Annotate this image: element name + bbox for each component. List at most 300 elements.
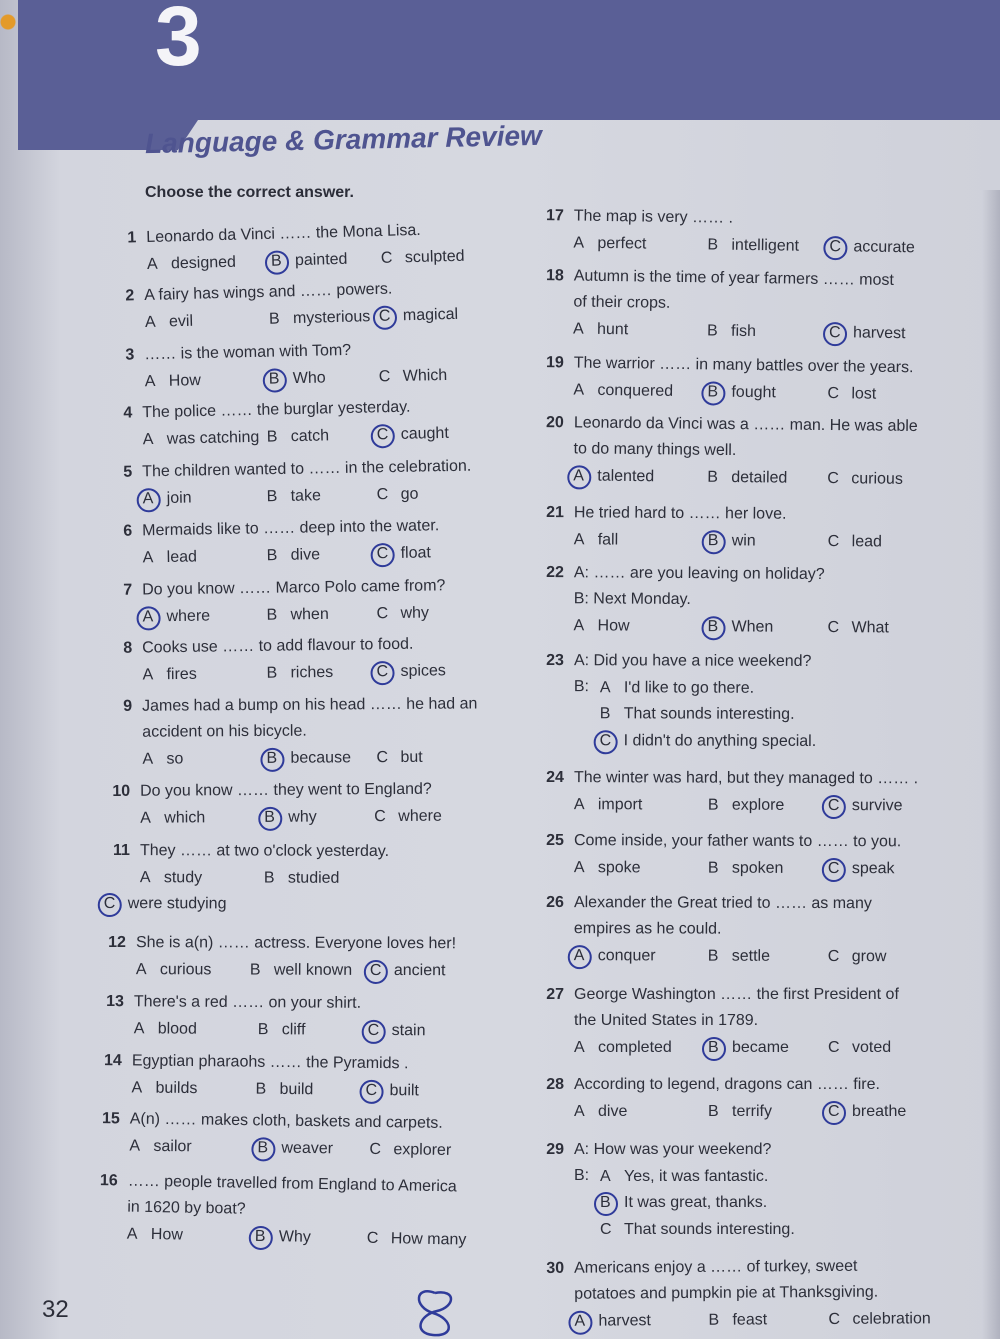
question-text: Alexander the Great tried to …… as many: [573, 894, 872, 913]
option-text: evil: [168, 312, 194, 330]
answer-option-c[interactable]: [376, 658, 446, 685]
answer-option-a[interactable]: [136, 957, 212, 983]
option-letter: B: [269, 366, 294, 392]
instructions: Choose the correct answer.: [145, 184, 354, 201]
answer-option-a[interactable]: [573, 463, 654, 490]
question-text: Do you know …… they went to England?: [140, 780, 432, 800]
question-text: Cooks use …… to add flavour to food.: [142, 635, 414, 657]
answer-option-b[interactable]: [266, 745, 351, 772]
answer-option-c[interactable]: [828, 856, 895, 882]
question-number: 11: [113, 842, 130, 860]
option-text: study: [163, 868, 203, 886]
option-letter: A: [144, 313, 156, 331]
answer-option-c[interactable]: [374, 803, 442, 829]
question-text: Mermaids like to …… deep into the water.: [142, 517, 440, 540]
option-letter: B: [707, 796, 719, 814]
question-text: They …… at two o'clock yesterday.: [139, 842, 390, 860]
option-letter: A: [573, 530, 585, 548]
option-letter: A: [146, 255, 158, 273]
option-text: How: [597, 617, 630, 635]
option-text: intelligent: [731, 236, 800, 255]
answer-option-c[interactable]: [827, 615, 889, 641]
option-letter: C: [376, 485, 389, 503]
option-text: Which: [402, 366, 448, 385]
option-text: fought: [731, 383, 777, 401]
answer-option-a[interactable]: [600, 675, 754, 702]
answer-option-c[interactable]: [381, 243, 465, 271]
answer-option-a[interactable]: [573, 230, 646, 257]
question-number: 6: [123, 522, 133, 540]
question-number: 28: [546, 1076, 564, 1093]
question-12: [100, 930, 500, 979]
answer-option-b[interactable]: [707, 232, 799, 259]
option-text: Why: [278, 1228, 311, 1246]
answer-option-a[interactable]: [145, 308, 194, 335]
option-text: How: [168, 371, 201, 390]
question-number: 18: [545, 267, 564, 285]
question-number: 5: [123, 463, 133, 481]
option-text: studied: [287, 869, 340, 887]
question-number: 4: [123, 404, 133, 422]
option-text: breathe: [852, 1102, 907, 1120]
option-text: win: [731, 531, 756, 550]
answer-option-c[interactable]: [829, 320, 906, 347]
option-letter: C: [827, 948, 840, 966]
answer-option-a[interactable]: [142, 485, 191, 512]
answer-option-a[interactable]: [573, 316, 628, 343]
option-text: built: [389, 1081, 420, 1099]
question-number: 17: [545, 207, 564, 225]
option-text: go: [400, 485, 419, 503]
option-text: because: [290, 749, 352, 767]
answer-option-a[interactable]: [143, 424, 260, 452]
question-text: A fairy has wings and …… powers.: [144, 280, 393, 305]
question-number: 7: [123, 581, 133, 599]
question-number: 25: [546, 832, 564, 850]
option-letter: B: [264, 804, 288, 830]
option-text: blood: [157, 1019, 197, 1038]
option-text: terrify: [732, 1102, 772, 1120]
answer-option-a[interactable]: [142, 746, 183, 772]
answer-option-c[interactable]: [365, 1077, 419, 1104]
option-letter: C: [828, 1039, 840, 1056]
option-text: where: [398, 807, 442, 825]
answer-option-a[interactable]: [129, 1133, 192, 1160]
option-letter: B: [257, 1135, 281, 1161]
answer-option-b[interactable]: [708, 1307, 767, 1333]
option-text: caught: [400, 424, 449, 443]
answer-option-a[interactable]: [574, 1035, 672, 1061]
question-number: 3: [125, 346, 135, 364]
option-text: feast: [732, 1311, 768, 1329]
answer-option-c[interactable]: [827, 466, 903, 493]
option-letter: C: [374, 807, 386, 825]
option-text: voted: [852, 1039, 892, 1056]
answer-option-c[interactable]: [828, 1306, 930, 1333]
question-text: A: Did you have a nice weekend?: [573, 652, 812, 670]
answer-option-c[interactable]: [828, 793, 903, 819]
answer-option-b[interactable]: [708, 792, 785, 818]
option-letter: A: [573, 233, 585, 252]
question-number: 2: [125, 287, 135, 305]
option-letter: B: [255, 1224, 279, 1250]
option-text: mysterious: [292, 307, 371, 327]
option-text: survive: [851, 796, 903, 814]
answer-option-c[interactable]: [376, 540, 431, 567]
answer-option-a[interactable]: [574, 855, 641, 881]
question-text-continued: in 1620 by boat?: [127, 1198, 246, 1218]
question-number: 10: [112, 782, 131, 800]
question-number: 19: [545, 354, 564, 372]
answer-option-c[interactable]: [827, 381, 876, 408]
option-letter: A: [600, 1167, 611, 1185]
option-text: float: [400, 543, 432, 562]
option-text: well known: [273, 961, 353, 979]
option-text: take: [290, 486, 322, 505]
option-letter: C: [827, 470, 839, 488]
option-text: where: [166, 607, 211, 625]
option-letter: A: [573, 463, 597, 489]
option-text: builds: [155, 1079, 198, 1097]
question-text-continued: to do many things well.: [573, 440, 737, 460]
question-text: The winter was hard, but they managed to …… .: [573, 769, 919, 788]
question-text: A: …… are you leaving on holiday?: [573, 564, 825, 584]
option-text: build: [279, 1080, 314, 1098]
answer-option-c[interactable]: [379, 301, 459, 329]
answer-option-c[interactable]: [104, 891, 227, 917]
answer-option-b[interactable]: [269, 365, 326, 392]
answer-option-b[interactable]: [708, 944, 770, 970]
answer-option-c[interactable]: [828, 944, 887, 970]
option-text: so: [166, 750, 184, 768]
option-letter: C: [827, 384, 840, 402]
answer-option-b[interactable]: [266, 659, 333, 686]
answer-option-b[interactable]: [600, 701, 795, 728]
answer-option-a[interactable]: [134, 1016, 197, 1042]
question-text: Autumn is the time of year farmers …… most: [573, 267, 895, 289]
question-number: 24: [546, 769, 564, 787]
option-letter: C: [370, 957, 394, 983]
option-letter: A: [599, 678, 611, 696]
option-text: conquered: [597, 381, 674, 400]
answer-option-b[interactable]: [257, 1135, 333, 1162]
question-text: Egyptian pharaohs …… the Pyramids .: [131, 1052, 409, 1073]
answer-option-a[interactable]: [145, 368, 202, 395]
answer-option-c[interactable]: [376, 745, 422, 771]
question-number: 9: [123, 697, 133, 715]
question-number: 26: [546, 894, 564, 912]
option-text: lead: [851, 532, 883, 550]
question-text: There's a red …… on your shirt.: [133, 993, 362, 1012]
question-text: The map is very …… .: [573, 207, 734, 227]
option-text: dive: [598, 1102, 628, 1120]
answer-option-b[interactable]: [707, 318, 756, 345]
question-text: A: How was your weekend?: [574, 1141, 772, 1158]
option-text: spoken: [731, 859, 784, 877]
answer-option-c[interactable]: [368, 1017, 426, 1043]
answer-option-a[interactable]: [140, 805, 205, 831]
option-text: spoke: [597, 858, 641, 876]
option-letter: B: [708, 528, 732, 554]
pen-scribble: [405, 1285, 465, 1339]
option-text: speak: [851, 859, 895, 877]
answer-option-b[interactable]: [250, 957, 352, 983]
option-text: designed: [170, 253, 237, 272]
option-text: import: [597, 795, 643, 813]
question-text: She is a(n) …… actress. Everyone loves her!: [135, 934, 457, 953]
answer-option-b[interactable]: [708, 1099, 772, 1125]
answer-option-b[interactable]: [271, 246, 348, 274]
option-letter: B: [707, 235, 719, 254]
option-letter: B: [266, 746, 290, 772]
option-letter: A: [126, 1225, 138, 1243]
option-letter: A: [142, 485, 166, 511]
answer-option-b[interactable]: [255, 1224, 311, 1251]
answer-option-c[interactable]: [828, 529, 882, 555]
answer-option-c[interactable]: [828, 1099, 906, 1125]
option-text: sculpted: [404, 247, 465, 266]
option-letter: B: [708, 1311, 720, 1329]
option-letter: C: [379, 303, 404, 330]
option-letter: C: [378, 367, 391, 385]
answer-option-c[interactable]: [376, 420, 449, 448]
option-text: explorer: [393, 1140, 452, 1159]
question-text-continued: potatoes and pumpkin pie at Thanksgiving.: [574, 1283, 879, 1303]
question-text: The police …… the burglar yesterday.: [142, 398, 411, 422]
option-letter: B: [706, 322, 718, 340]
option-text: fall: [597, 530, 619, 549]
question-text: …… is the woman with Tom?: [144, 341, 352, 364]
answer-option-b[interactable]: [707, 614, 773, 640]
answer-option-a[interactable]: [574, 792, 643, 818]
option-letter: C: [600, 728, 624, 754]
option-text: join: [166, 489, 192, 507]
option-letter: B: [266, 546, 278, 564]
answer-option-a[interactable]: [574, 1308, 651, 1335]
question-text: Americans enjoy a …… of turkey, sweet: [574, 1257, 858, 1277]
option-text: I'd like to go there.: [623, 678, 755, 697]
answer-option-a[interactable]: [142, 661, 197, 688]
question-text-continued: B: Next Monday.: [573, 590, 691, 609]
option-letter: A: [144, 372, 156, 390]
answer-option-b[interactable]: [264, 804, 317, 830]
question-number: 23: [546, 652, 564, 670]
option-text: accurate: [853, 237, 915, 256]
option-letter: C: [376, 540, 400, 566]
question-number: 29: [546, 1141, 564, 1158]
option-letter: C: [827, 619, 840, 637]
option-letter: B: [263, 869, 275, 887]
option-letter: C: [380, 249, 393, 267]
option-letter: B: [255, 1080, 267, 1098]
option-letter: A: [573, 858, 585, 876]
answer-option-b[interactable]: [264, 865, 340, 891]
option-text: detailed: [731, 469, 788, 487]
option-text: That sounds interesting.: [623, 705, 795, 723]
answer-option-a[interactable]: [142, 544, 197, 571]
option-letter: B: [271, 248, 296, 275]
option-text: weaver: [281, 1139, 334, 1157]
answer-option-b[interactable]: [266, 542, 320, 569]
question-text: …… people travelled from England to America: [127, 1172, 457, 1196]
option-letter: B: [707, 379, 731, 405]
option-text: It was great, thanks.: [624, 1194, 768, 1211]
answer-option-c[interactable]: [378, 362, 447, 389]
option-letter: B: [257, 1020, 269, 1038]
option-text: lead: [166, 547, 198, 566]
question-text: Leonardo da Vinci was a …… man. He was able: [573, 414, 918, 435]
option-letter: C: [829, 234, 853, 260]
option-letter: A: [572, 320, 584, 338]
option-letter: A: [142, 665, 154, 683]
option-letter: B: [707, 614, 731, 640]
question-text: Leonardo da Vinci …… the Mona Lisa.: [146, 221, 421, 247]
option-letter: A: [135, 960, 147, 978]
option-letter: B: [707, 947, 719, 965]
option-text: curious: [159, 960, 212, 978]
option-letter: C: [366, 1229, 379, 1248]
option-text: explore: [731, 796, 785, 814]
answer-option-a[interactable]: [131, 1075, 197, 1102]
option-letter: B: [707, 468, 719, 486]
answer-option-b[interactable]: [266, 483, 321, 510]
question-number: 30: [546, 1259, 565, 1277]
answer-option-c[interactable]: [828, 1035, 891, 1061]
question-text: A(n) …… makes cloth, baskets and carpets.: [129, 1110, 443, 1132]
option-text: perfect: [597, 234, 647, 253]
answer-option-a[interactable]: [574, 943, 656, 969]
option-text: stain: [391, 1021, 426, 1039]
option-letter: A: [142, 548, 154, 566]
answer-option-b[interactable]: [708, 528, 756, 554]
question-number: 1: [127, 229, 137, 247]
question-text: He tried hard to …… her love.: [573, 504, 787, 523]
option-text: settle: [731, 947, 771, 965]
answer-option-a[interactable]: [600, 1164, 768, 1190]
option-text: talented: [597, 467, 655, 486]
option-text: How many: [390, 1230, 467, 1249]
option-letter: A: [574, 1102, 585, 1120]
option-text: was catching: [166, 428, 260, 448]
answer-option-c[interactable]: [376, 481, 418, 508]
corner-sticker: [0, 0, 20, 40]
option-letter: A: [142, 604, 166, 630]
option-text: How: [150, 1226, 184, 1244]
option-letter: C: [600, 1220, 612, 1238]
unit-number: 3: [155, 0, 202, 83]
question-number: 8: [123, 639, 133, 657]
option-letter: C: [827, 532, 840, 550]
option-letter: C: [104, 891, 128, 917]
answer-option-a[interactable]: [142, 603, 210, 630]
answer-option-a[interactable]: [127, 1222, 183, 1249]
question-text: James had a bump on his head …… he had an: [142, 695, 478, 715]
question-text-continued: empires as he could.: [573, 920, 722, 938]
question-number: 20: [545, 414, 564, 432]
option-letter: C: [368, 1017, 392, 1043]
option-letter: C: [829, 320, 853, 346]
question-number: 15: [101, 1110, 120, 1128]
answer-option-a[interactable]: [573, 377, 673, 404]
option-text: but: [400, 748, 423, 766]
answer-option-b[interactable]: [707, 379, 776, 406]
option-text: ancient: [393, 961, 446, 979]
option-letter: C: [828, 1310, 841, 1328]
option-letter: A: [573, 795, 585, 813]
option-text: Yes, it was fantastic.: [624, 1167, 769, 1185]
section-title: Language & Grammar Review: [144, 119, 543, 160]
answer-option-b[interactable]: [266, 601, 329, 628]
answer-option-b[interactable]: [269, 304, 371, 333]
option-letter: C: [828, 1099, 852, 1125]
answer-option-a[interactable]: [574, 1099, 627, 1125]
option-text: What: [851, 619, 889, 637]
option-text: catch: [290, 426, 330, 445]
option-letter: B: [266, 487, 278, 505]
answer-option-c[interactable]: [600, 1217, 795, 1243]
option-text: harvest: [598, 1312, 651, 1330]
question-text-continued: of their crops.: [573, 293, 671, 312]
option-text: celebration: [852, 1310, 931, 1328]
option-letter: A: [142, 430, 154, 448]
answer-option-c[interactable]: [367, 1226, 467, 1254]
option-letter: B: [266, 664, 278, 682]
option-letter: C: [376, 421, 401, 447]
answer-option-a[interactable]: [574, 527, 619, 553]
answer-option-b[interactable]: [255, 1076, 313, 1103]
answer-option-c[interactable]: [369, 1136, 451, 1163]
answer-option-a[interactable]: [573, 613, 629, 639]
option-text: why: [400, 603, 430, 622]
option-text: When: [731, 618, 774, 636]
question-number: 21: [546, 504, 564, 522]
option-text: painted: [294, 250, 348, 269]
answer-option-b[interactable]: [708, 855, 784, 881]
option-text: I didn't do anything special.: [623, 731, 817, 750]
answer-option-b[interactable]: [267, 423, 330, 450]
option-letter: B: [266, 427, 278, 446]
option-text: completed: [598, 1039, 672, 1056]
option-text: when: [290, 605, 329, 623]
option-letter: A: [133, 1019, 145, 1037]
option-letter: B: [268, 310, 280, 328]
option-text: riches: [290, 663, 334, 681]
question-text: Do you know …… Marco Polo came from?: [142, 577, 446, 599]
question-number: 13: [106, 993, 124, 1011]
option-letter: B: [600, 1190, 624, 1216]
answer-option-c[interactable]: [829, 234, 915, 261]
answer-option-a[interactable]: [147, 249, 237, 277]
option-text: why: [288, 808, 317, 826]
answer-option-a[interactable]: [140, 865, 202, 891]
answer-option-b[interactable]: [708, 1035, 789, 1061]
option-text: Who: [292, 368, 326, 387]
option-letter: C: [365, 1077, 389, 1103]
question-text: According to legend, dragons can …… fire.: [574, 1076, 880, 1093]
question-text: The children wanted to …… in the celebration.: [142, 457, 472, 481]
option-text: fish: [730, 322, 757, 341]
answer-option-c[interactable]: [376, 600, 429, 627]
question-text: The warrior …… in many battles over the years.: [573, 354, 914, 377]
answer-option-b[interactable]: [258, 1017, 306, 1043]
question-number: 16: [99, 1172, 118, 1190]
answer-option-b[interactable]: [600, 1190, 767, 1216]
answer-option-c[interactable]: [600, 728, 817, 755]
option-text: conquer: [597, 947, 656, 965]
option-text: spices: [400, 661, 446, 680]
answer-option-c[interactable]: [370, 957, 446, 983]
answer-option-b[interactable]: [707, 465, 787, 492]
